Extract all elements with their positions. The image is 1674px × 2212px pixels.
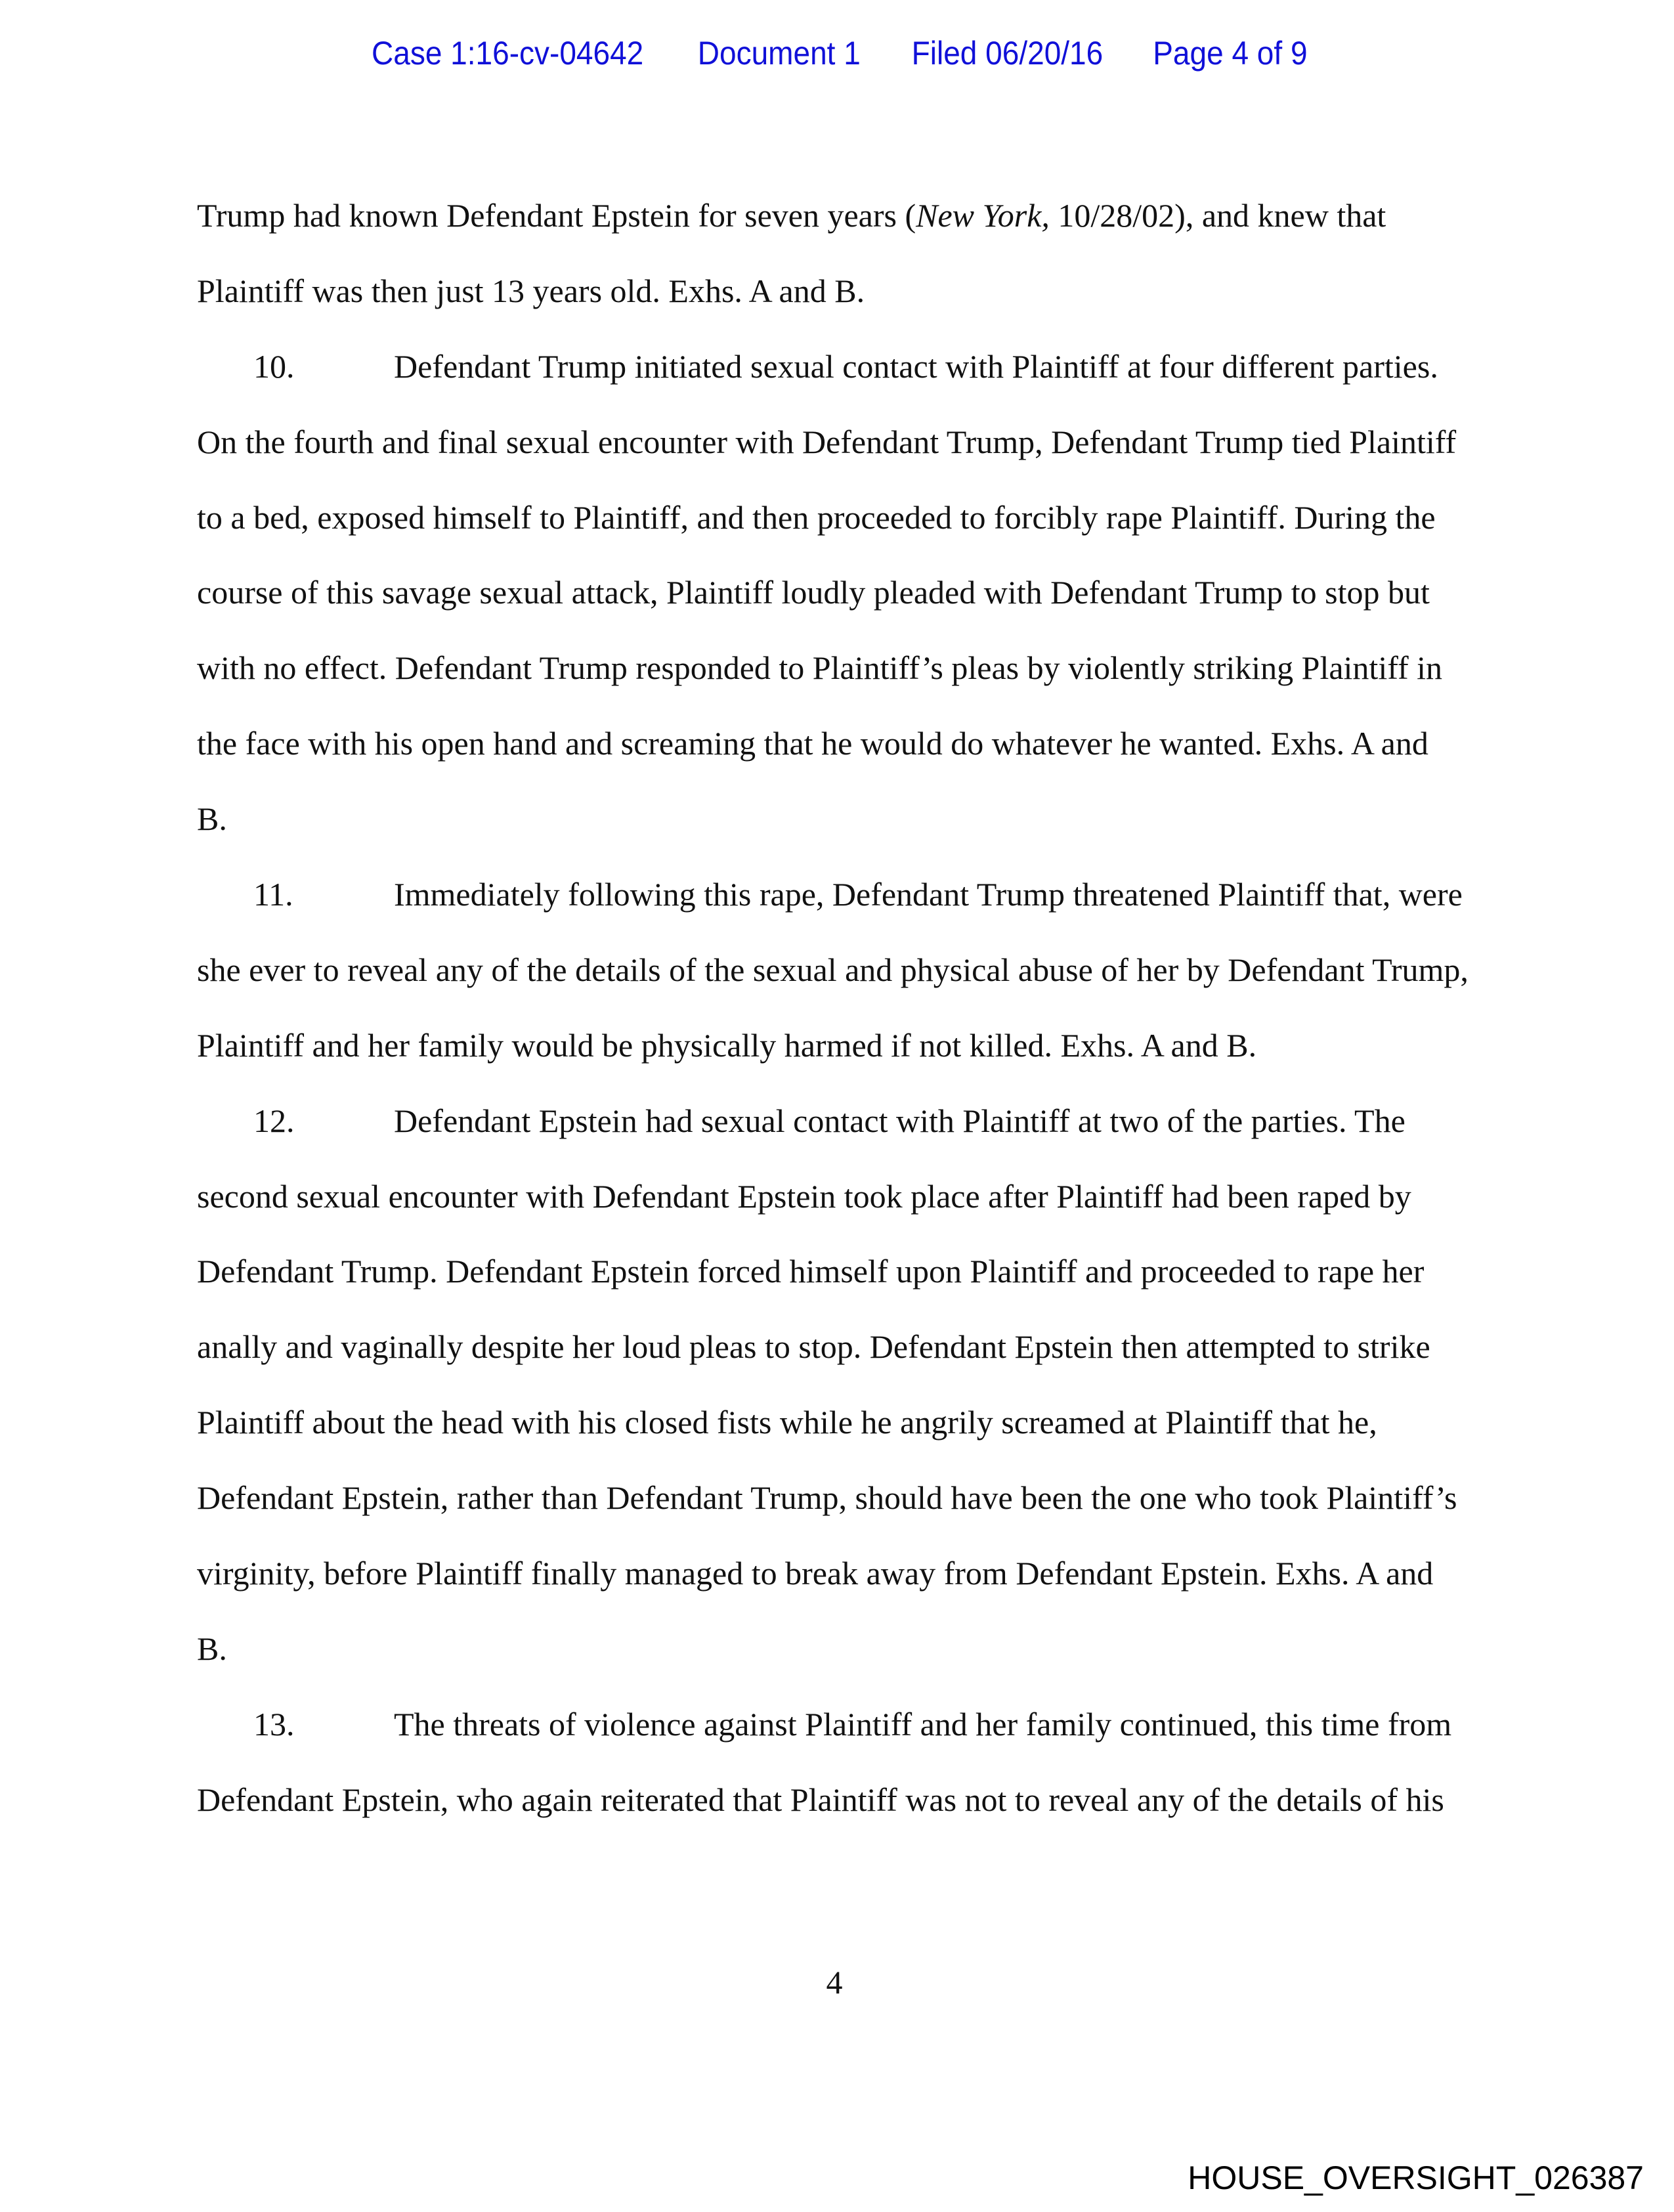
paragraph-number: 13. [253, 1705, 295, 1743]
paragraph-number: 12. [253, 1102, 295, 1139]
document-number: Document 1 [697, 35, 861, 72]
paragraph-start-line [197, 329, 1484, 404]
page-number: 4 [826, 1964, 843, 2001]
line-text: Immediately following this rape, Defendant Trump threatened Plaintiff that, were [394, 876, 1463, 913]
text-line: Plaintiff was then just 13 years old. Exhs. A and B. [197, 272, 865, 309]
text-line: second sexual encounter with Defendant Epstein took place after Plaintiff had been raped by [197, 1177, 1411, 1215]
line-text: Defendant Epstein had sexual contact with Plaintiff at two of the parties. The [394, 1102, 1406, 1139]
case-header [0, 34, 1674, 72]
text-segment: Trump had known Defendant Epstein for seven years ( [197, 197, 916, 234]
text-line: course of this savage sexual attack, Plaintiff loudly pleaded with Defendant Trump to stop but [197, 574, 1430, 611]
text-line: Defendant Trump. Defendant Epstein forced himself upon Plaintiff and proceeded to rape her [197, 1253, 1425, 1290]
text-line: B. [197, 800, 227, 838]
paragraph-start-line [197, 1083, 1484, 1159]
text-line [197, 178, 1484, 253]
text-line: with no effect. Defendant Trump responded to Plaintiff’s pleas by violently striking Plaintiff in [197, 649, 1442, 687]
bates-number: HOUSE_OVERSIGHT_026387 [1188, 2159, 1644, 2196]
text-line: to a bed, exposed himself to Plaintiff, and then proceeded to forcibly rape Plaintiff. During the [197, 498, 1436, 536]
text-line: On the fourth and final sexual encounter with Defendant Trump, Defendant Trump tied Plaintiff [197, 423, 1457, 460]
citation-italic: New York, [916, 197, 1050, 234]
text-line: the face with his open hand and screaming that he would do whatever he wanted. Exhs. A and [197, 725, 1428, 762]
text-line: anally and vaginally despite her loud pleas to stop. Defendant Epstein then attempted to strike [197, 1328, 1430, 1366]
text-line: Defendant Epstein, rather than Defendant Trump, should have been the one who took Plaintiff’s [197, 1479, 1457, 1517]
paragraph-start-line [197, 1687, 1484, 1762]
text-line: Plaintiff about the head with his closed fists while he angrily screamed at Plaintiff that he, [197, 1404, 1377, 1441]
line-text: The threats of violence against Plaintiff and her family continued, this time from [394, 1705, 1452, 1743]
document-body [197, 178, 1484, 1838]
text-line: Plaintiff and her family would be physically harmed if not killed. Exhs. A and B. [197, 1026, 1257, 1064]
case-number: Case 1:16-cv-04642 [371, 35, 644, 72]
text-line: Defendant Epstein, who again reiterated that Plaintiff was not to reveal any of the details of his [197, 1781, 1444, 1818]
page-indicator: Page 4 of 9 [1153, 35, 1308, 72]
text-line: B. [197, 1630, 227, 1667]
paragraph-number: 11. [253, 876, 293, 913]
text-line: she ever to reveal any of the details of the sexual and physical abuse of her by Defendant Trump, [197, 951, 1469, 988]
paragraph-number: 10. [253, 347, 295, 385]
filed-date: Filed 06/20/16 [911, 35, 1103, 72]
text-segment: 10/28/02), and knew that [1049, 197, 1386, 234]
paragraph-start-line [197, 857, 1484, 932]
line-text: Defendant Trump initiated sexual contact with Plaintiff at four different parties. [394, 347, 1438, 385]
text-line: virginity, before Plaintiff finally managed to break away from Defendant Epstein. Exhs. A and [197, 1555, 1434, 1592]
